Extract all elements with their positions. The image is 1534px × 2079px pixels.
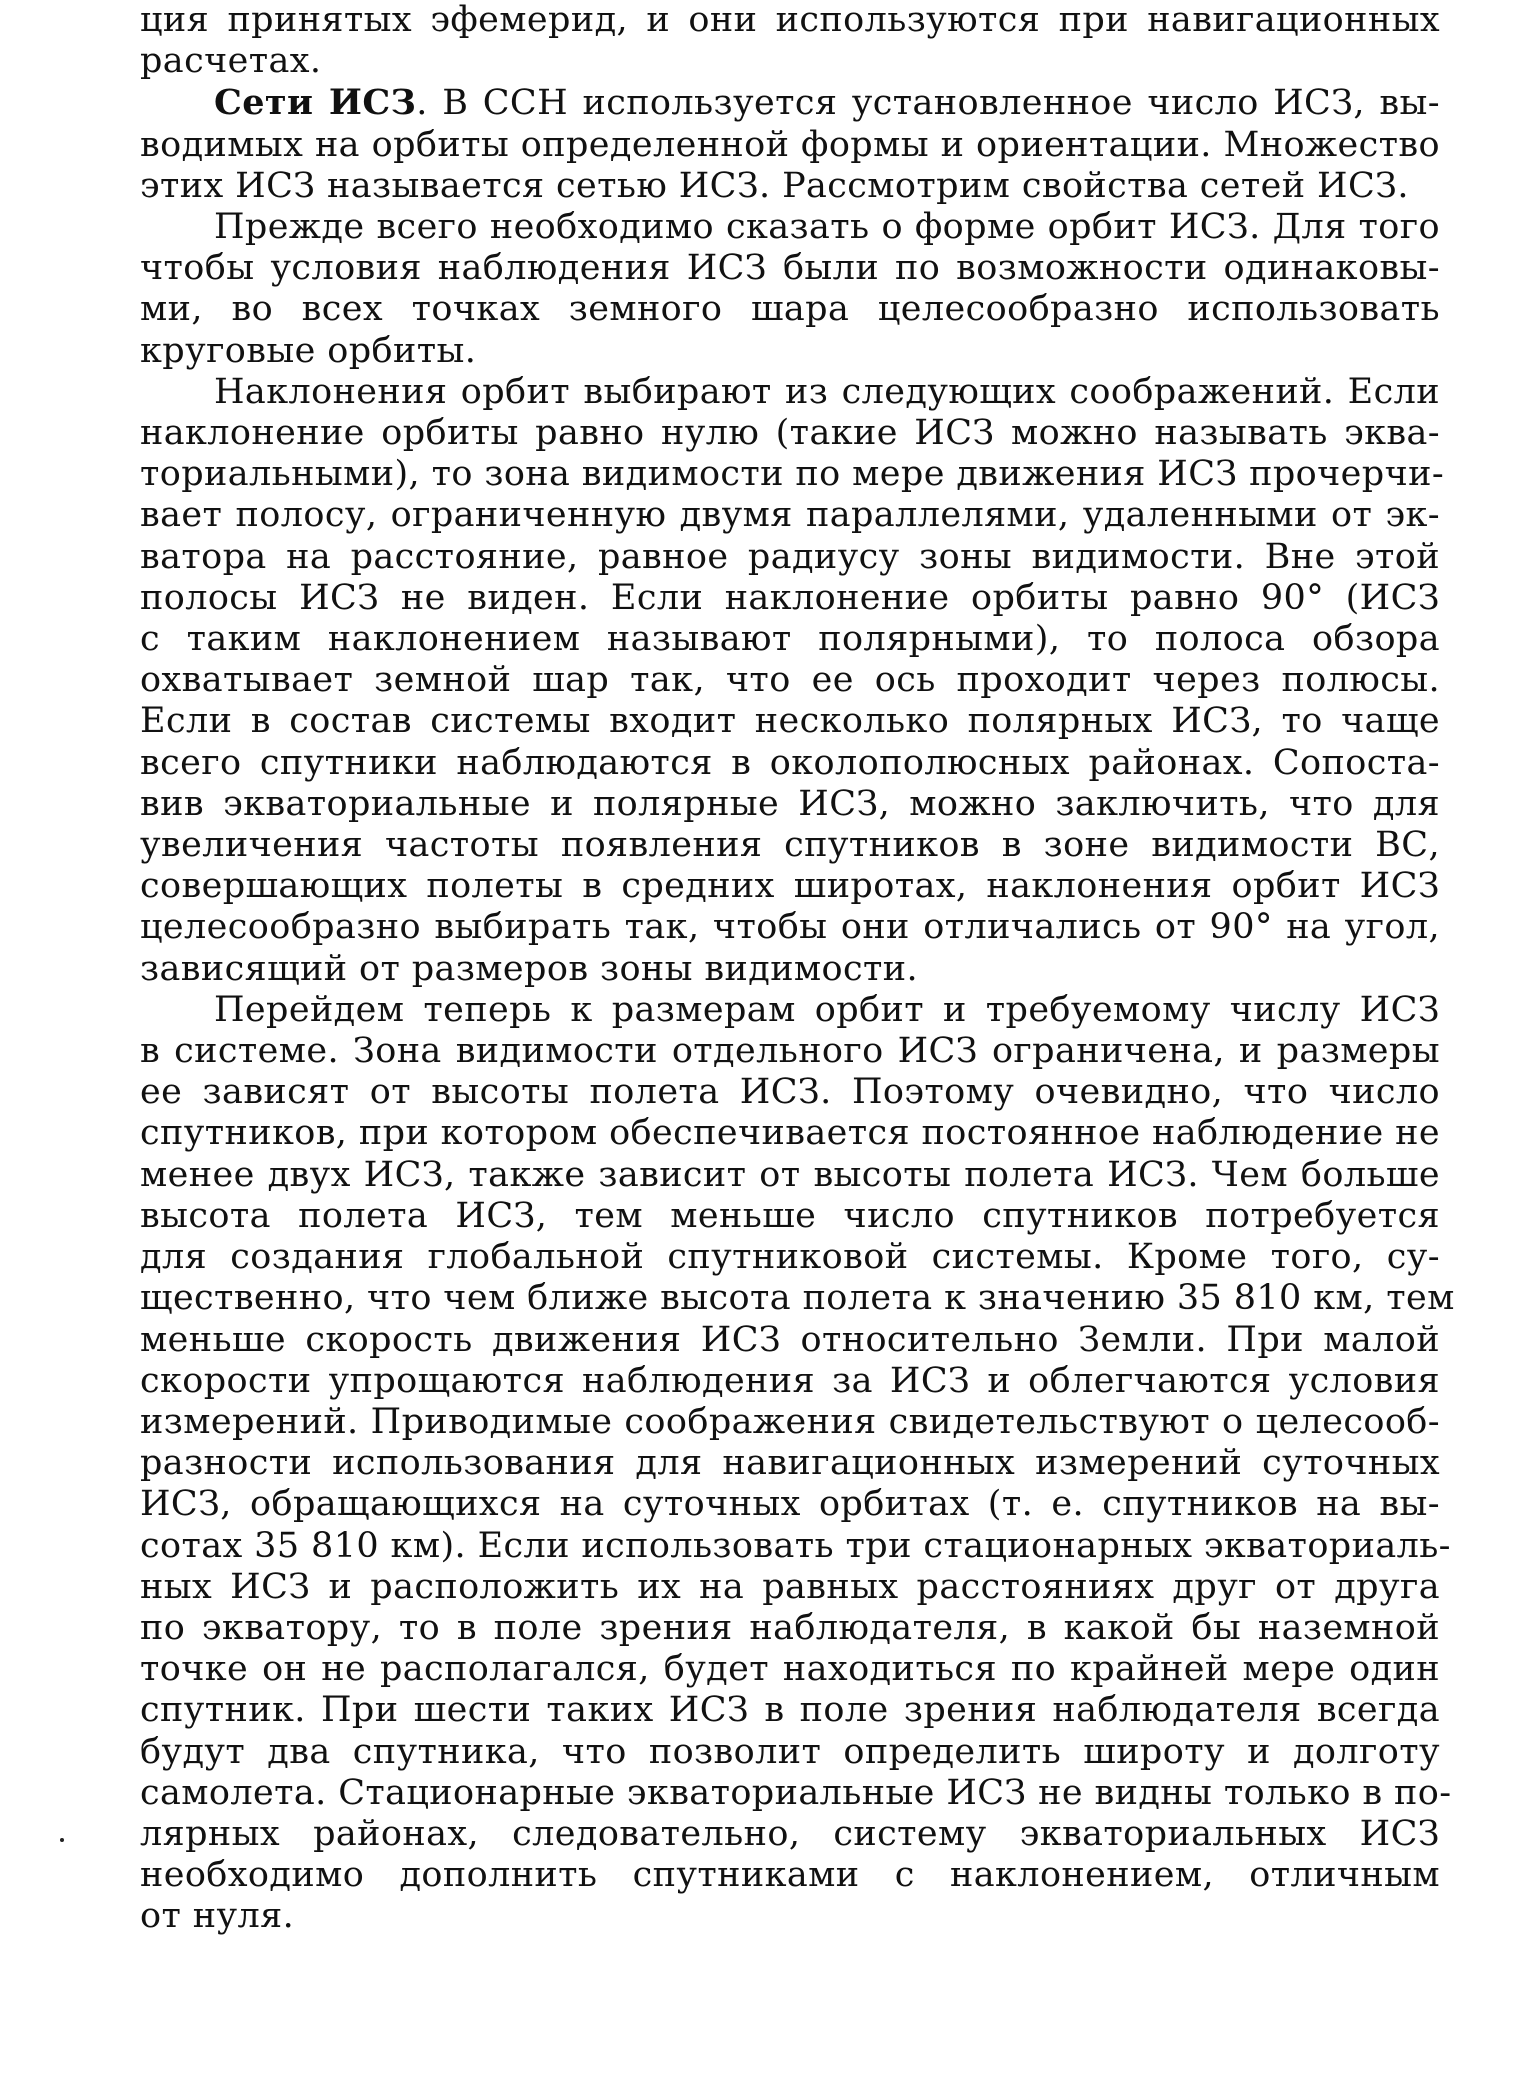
text-line: наклонение орбиты равно нулю (такие ИСЗ можно называть эква- bbox=[140, 413, 1440, 454]
text-line: ИСЗ, обращающихся на суточных орбитах (т. е. спутников на вы- bbox=[140, 1484, 1440, 1525]
text-line: меньше скорость движения ИСЗ относительно Земли. При малой bbox=[140, 1319, 1440, 1360]
text-line: Перейдем теперь к размерам орбит и требуемому числу ИСЗ bbox=[214, 989, 1440, 1030]
text-line: самолета. Стационарные экваториальные ИСЗ не видны только в по- bbox=[140, 1772, 1452, 1813]
text-line: спутник. При шести таких ИСЗ в поле зрения наблюдателя всегда bbox=[140, 1690, 1440, 1731]
text-line: от нуля. bbox=[140, 1896, 295, 1937]
text-line: в системе. Зона видимости отдельного ИСЗ ограничена, и размеры bbox=[140, 1031, 1440, 1072]
text-line: разности использования для навигационных измерений суточных bbox=[140, 1443, 1440, 1484]
text-line: расчетах. bbox=[140, 41, 322, 82]
text-line: Наклонения орбит выбирают из следующих соображений. Если bbox=[214, 371, 1440, 412]
text-line: лярных районах, следовательно, систему экваториальных ИСЗ bbox=[140, 1813, 1440, 1854]
text-line: чтобы условия наблюдения ИСЗ были по возможности одинаковы- bbox=[140, 248, 1440, 289]
paragraph-p3 bbox=[140, 207, 1440, 372]
paragraph-heading: Сети ИСЗ bbox=[214, 82, 417, 124]
text-line: этих ИСЗ называется сетью ИСЗ. Рассмотрим свойства сетей ИСЗ. bbox=[140, 165, 1409, 206]
text-line: водимых на орбиты определенной формы и ориентации. Множество bbox=[140, 124, 1440, 165]
text-line: ее зависят от высоты полета ИСЗ. Поэтому очевидно, что число bbox=[140, 1072, 1440, 1113]
text-line: скорости упрощаются наблюдения за ИСЗ и облегчаются условия bbox=[140, 1360, 1440, 1401]
text-line: менее двух ИСЗ, также зависит от высоты полета ИСЗ. Чем больше bbox=[140, 1154, 1440, 1195]
body-text bbox=[140, 0, 1455, 1938]
text-line: ториальными), то зона видимости по мере движения ИСЗ прочерчи- bbox=[140, 454, 1445, 495]
text-line: высота полета ИСЗ, тем меньше число спутников потребуется bbox=[140, 1195, 1440, 1236]
text-line: круговые орбиты. bbox=[140, 330, 477, 371]
text-line: с таким наклонением называют полярными), то полоса обзора bbox=[140, 619, 1440, 660]
text-line: всего спутники наблюдаются в околополюсных районах. Сопоста- bbox=[140, 742, 1440, 783]
text-line-rest: . В ССН используется установленное число ИСЗ, вы- bbox=[416, 83, 1440, 124]
text-line: вает полосу, ограниченную двумя параллелями, удаленными от эк- bbox=[140, 495, 1440, 536]
text-line: вив экваториальные и полярные ИСЗ, можно заключить, что для bbox=[140, 783, 1440, 824]
scan-speck bbox=[60, 1838, 64, 1842]
text-line: спутников, при котором обеспечивается постоянное наблюдение не bbox=[140, 1113, 1440, 1154]
text-line: Прежде всего необходимо сказать о форме орбит ИСЗ. Для того bbox=[214, 207, 1440, 248]
text-line bbox=[140, 82, 1440, 124]
text-line: по экватору, то в поле зрения наблюдателя, в какой бы наземной bbox=[140, 1607, 1440, 1648]
text-line: ных ИСЗ и расположить их на равных расстояниях друг от друга bbox=[140, 1566, 1440, 1607]
text-line: измерений. Приводимые соображения свидетельствуют о целесооб- bbox=[140, 1401, 1440, 1442]
text-line: для создания глобальной спутниковой системы. Кроме того, су- bbox=[140, 1237, 1440, 1278]
text-line: сотах 35 810 км). Если использовать три стационарных экваториаль- bbox=[140, 1525, 1451, 1566]
text-line: увеличения частоты появления спутников в зоне видимости ВС, bbox=[140, 825, 1440, 866]
text-line: охватывает земной шар так, что ее ось проходит через полюсы. bbox=[140, 660, 1440, 701]
paragraph-p5 bbox=[140, 989, 1455, 1938]
text-line: точке он не располагался, будет находиться по крайней мере один bbox=[140, 1649, 1440, 1690]
paragraph-p1 bbox=[140, 0, 1440, 82]
text-line: зависящий от размеров зоны видимости. bbox=[140, 948, 919, 989]
text-line: будут два спутника, что позволит определить широту и долготу bbox=[140, 1731, 1440, 1772]
text-line: совершающих полеты в средних широтах, наклонения орбит ИСЗ bbox=[140, 866, 1440, 907]
text-line: щественно, что чем ближе высота полета к значению 35 810 км, тем bbox=[140, 1278, 1455, 1319]
text-line: ватора на расстояние, равное радиусу зоны видимости. Вне этой bbox=[140, 536, 1440, 577]
text-line: ми, во всех точках земного шара целесообразно использовать bbox=[140, 289, 1440, 330]
text-line: целесообразно выбирать так, чтобы они отличались от 90° на угол, bbox=[140, 907, 1440, 948]
text-line: Если в состав системы входит несколько полярных ИСЗ, то чаще bbox=[140, 701, 1440, 742]
text-line: полосы ИСЗ не виден. Если наклонение орбиты равно 90° (ИСЗ bbox=[140, 577, 1440, 618]
text-line: ция принятых эфемерид, и они используются при навигационных bbox=[140, 0, 1440, 40]
text-line: необходимо дополнить спутниками с наклонением, отличным bbox=[140, 1855, 1440, 1896]
paragraph-p4 bbox=[140, 371, 1445, 990]
paragraph-p2 bbox=[140, 82, 1440, 207]
